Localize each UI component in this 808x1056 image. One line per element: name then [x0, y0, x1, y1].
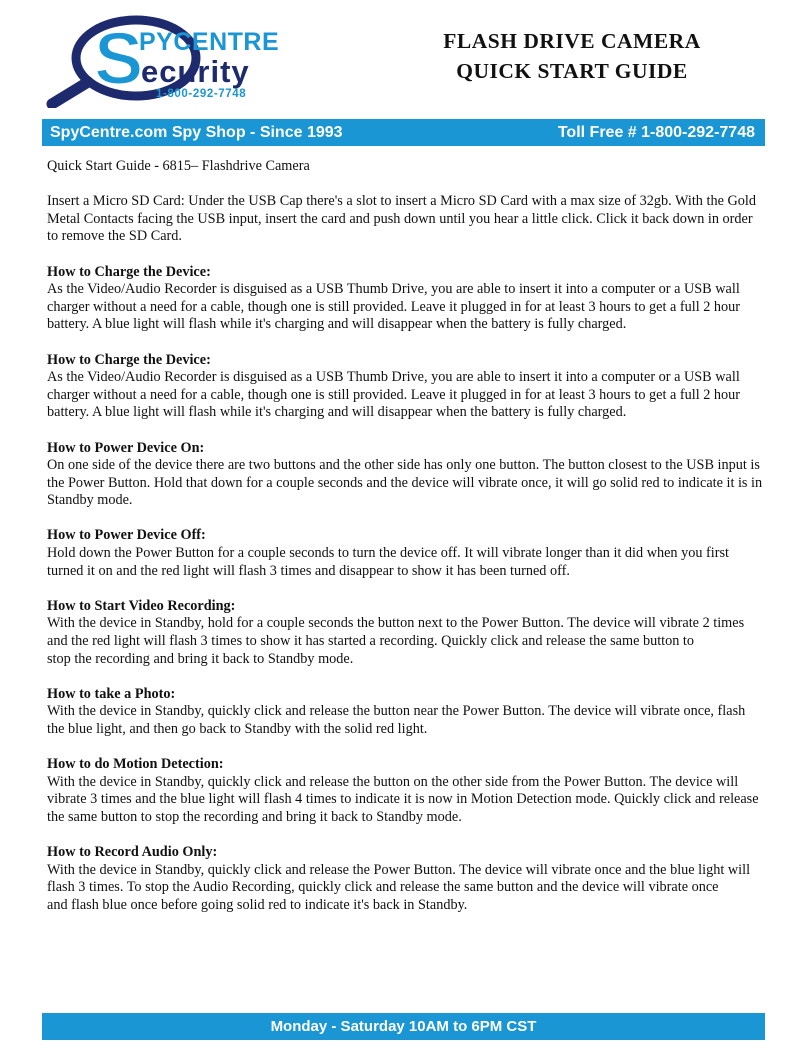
- section-body: With the device in Standby, quickly click and release the button near the Power Button. The device will vibrate once, flash the blue light, and then go back to Standby with the solid red light.: [47, 703, 746, 737]
- section-audio-only: [47, 844, 765, 914]
- logo-phone: 1-800-292-7748: [156, 88, 247, 100]
- section-body: As the Video/Audio Recorder is disguised as a USB Thumb Drive, you are able to insert it into a computer or a USB wall charger without a need for a cable, though one is still provided. Leave it plugged in for at least 3 hours to get a full 2 hour battery. A blue light will flash while it's charging and will disappear when the battery is fully charged.: [47, 281, 741, 333]
- logo-line2: ecurity: [141, 54, 250, 89]
- section-heading: How to Start Video Recording:: [47, 597, 236, 614]
- section-charge-1: [47, 264, 765, 334]
- spycentre-security-logo: [44, 12, 324, 108]
- guide-subtitle: Quick Start Guide - 6815– Flashdrive Camera: [47, 158, 310, 174]
- section-video-recording: [47, 598, 765, 668]
- section-body: With the device in Standby, hold for a couple seconds the button next to the Power Button. The device will vibrate 2 times and the red light will flash 3 times to show it has started a recording. Quickly click and release the same button to: [47, 615, 745, 650]
- logo-big-s: S: [94, 17, 144, 100]
- section-heading: How to Power Device Off:: [47, 527, 206, 544]
- section-heading: How to Charge the Device:: [47, 351, 211, 368]
- section-motion-detection: [47, 756, 765, 826]
- section-photo: [47, 686, 765, 739]
- section-body-continued: and flash blue once before going solid red to indicate it's back in Standby.: [47, 896, 468, 913]
- banner-slogan: SpyCentre.com Spy Shop - Since 1993: [50, 124, 343, 141]
- title-line-2: QUICK START GUIDE: [456, 59, 688, 83]
- section-body: With the device in Standby, quickly click and release the button on the other side from the Power Button. The device will vibrate 3 times and the blue light will flash 4 times to indicate it is now in Motion Detection mode. Quickly click and release the same button to stop the recording and bring it back to Standby mode.: [47, 773, 759, 825]
- section-body-continued: stop the recording and bring it back to Standby mode.: [47, 650, 354, 667]
- bottom-banner: [42, 1013, 765, 1040]
- section-power-on: [47, 440, 765, 510]
- section-heading: How to Record Audio Only:: [47, 844, 218, 861]
- document-title: [374, 26, 770, 86]
- section-body: As the Video/Audio Recorder is disguised as a USB Thumb Drive, you are able to insert it into a computer or a USB wall charger without a need for a cable, though one is still provided. Leave it plugged in for at least 3 hours to get a full 2 hour battery. A blue light will flash while it's charging and will disappear when the battery is fully charged.: [47, 369, 741, 421]
- magnifier-handle: [52, 82, 88, 104]
- section-heading: How to Power Device On:: [47, 439, 205, 456]
- logo-line1: PYCENTRE: [139, 28, 280, 56]
- section-body: With the device in Standby, quickly click and release the Power Button. The device will vibrate once and the blue light will flash 3 times. To stop the Audio Recording, quickly click and release the same button and the device will vibrate once: [47, 861, 751, 896]
- section-charge-2: [47, 352, 765, 422]
- section-heading: How to do Motion Detection:: [47, 756, 224, 773]
- section-power-off: [47, 527, 765, 580]
- section-heading: How to take a Photo:: [47, 685, 176, 702]
- section-body: On one side of the device there are two buttons and the other side has only one button. The button closest to the USB input is the Power Button. Hold that down for a couple seconds and the device will vibrate once, it will go solid red to indicate it is in Standby mode.: [47, 457, 763, 509]
- section-body: Hold down the Power Button for a couple seconds to turn the device off. It will vibrate longer than it did when you first turned it on and the red light will flash 3 times and disappear to show it has been turned off.: [47, 545, 730, 579]
- guide-content: [47, 158, 765, 932]
- title-line-1: FLASH DRIVE CAMERA: [443, 29, 701, 53]
- business-hours: Monday - Saturday 10AM to 6PM CST: [270, 1018, 537, 1035]
- section-heading: How to Charge the Device:: [47, 263, 211, 280]
- top-banner: [42, 119, 765, 146]
- intro-paragraph: Insert a Micro SD Card: Under the USB Cap there's a slot to insert a Micro SD Card with a max size of 32gb. With the Gold Metal Contacts facing the USB input, insert the card and push down until you hear a little click. Click it back down in order to remove the SD Card.: [47, 193, 756, 245]
- banner-toll-free: Toll Free # 1-800-292-7748: [557, 124, 755, 141]
